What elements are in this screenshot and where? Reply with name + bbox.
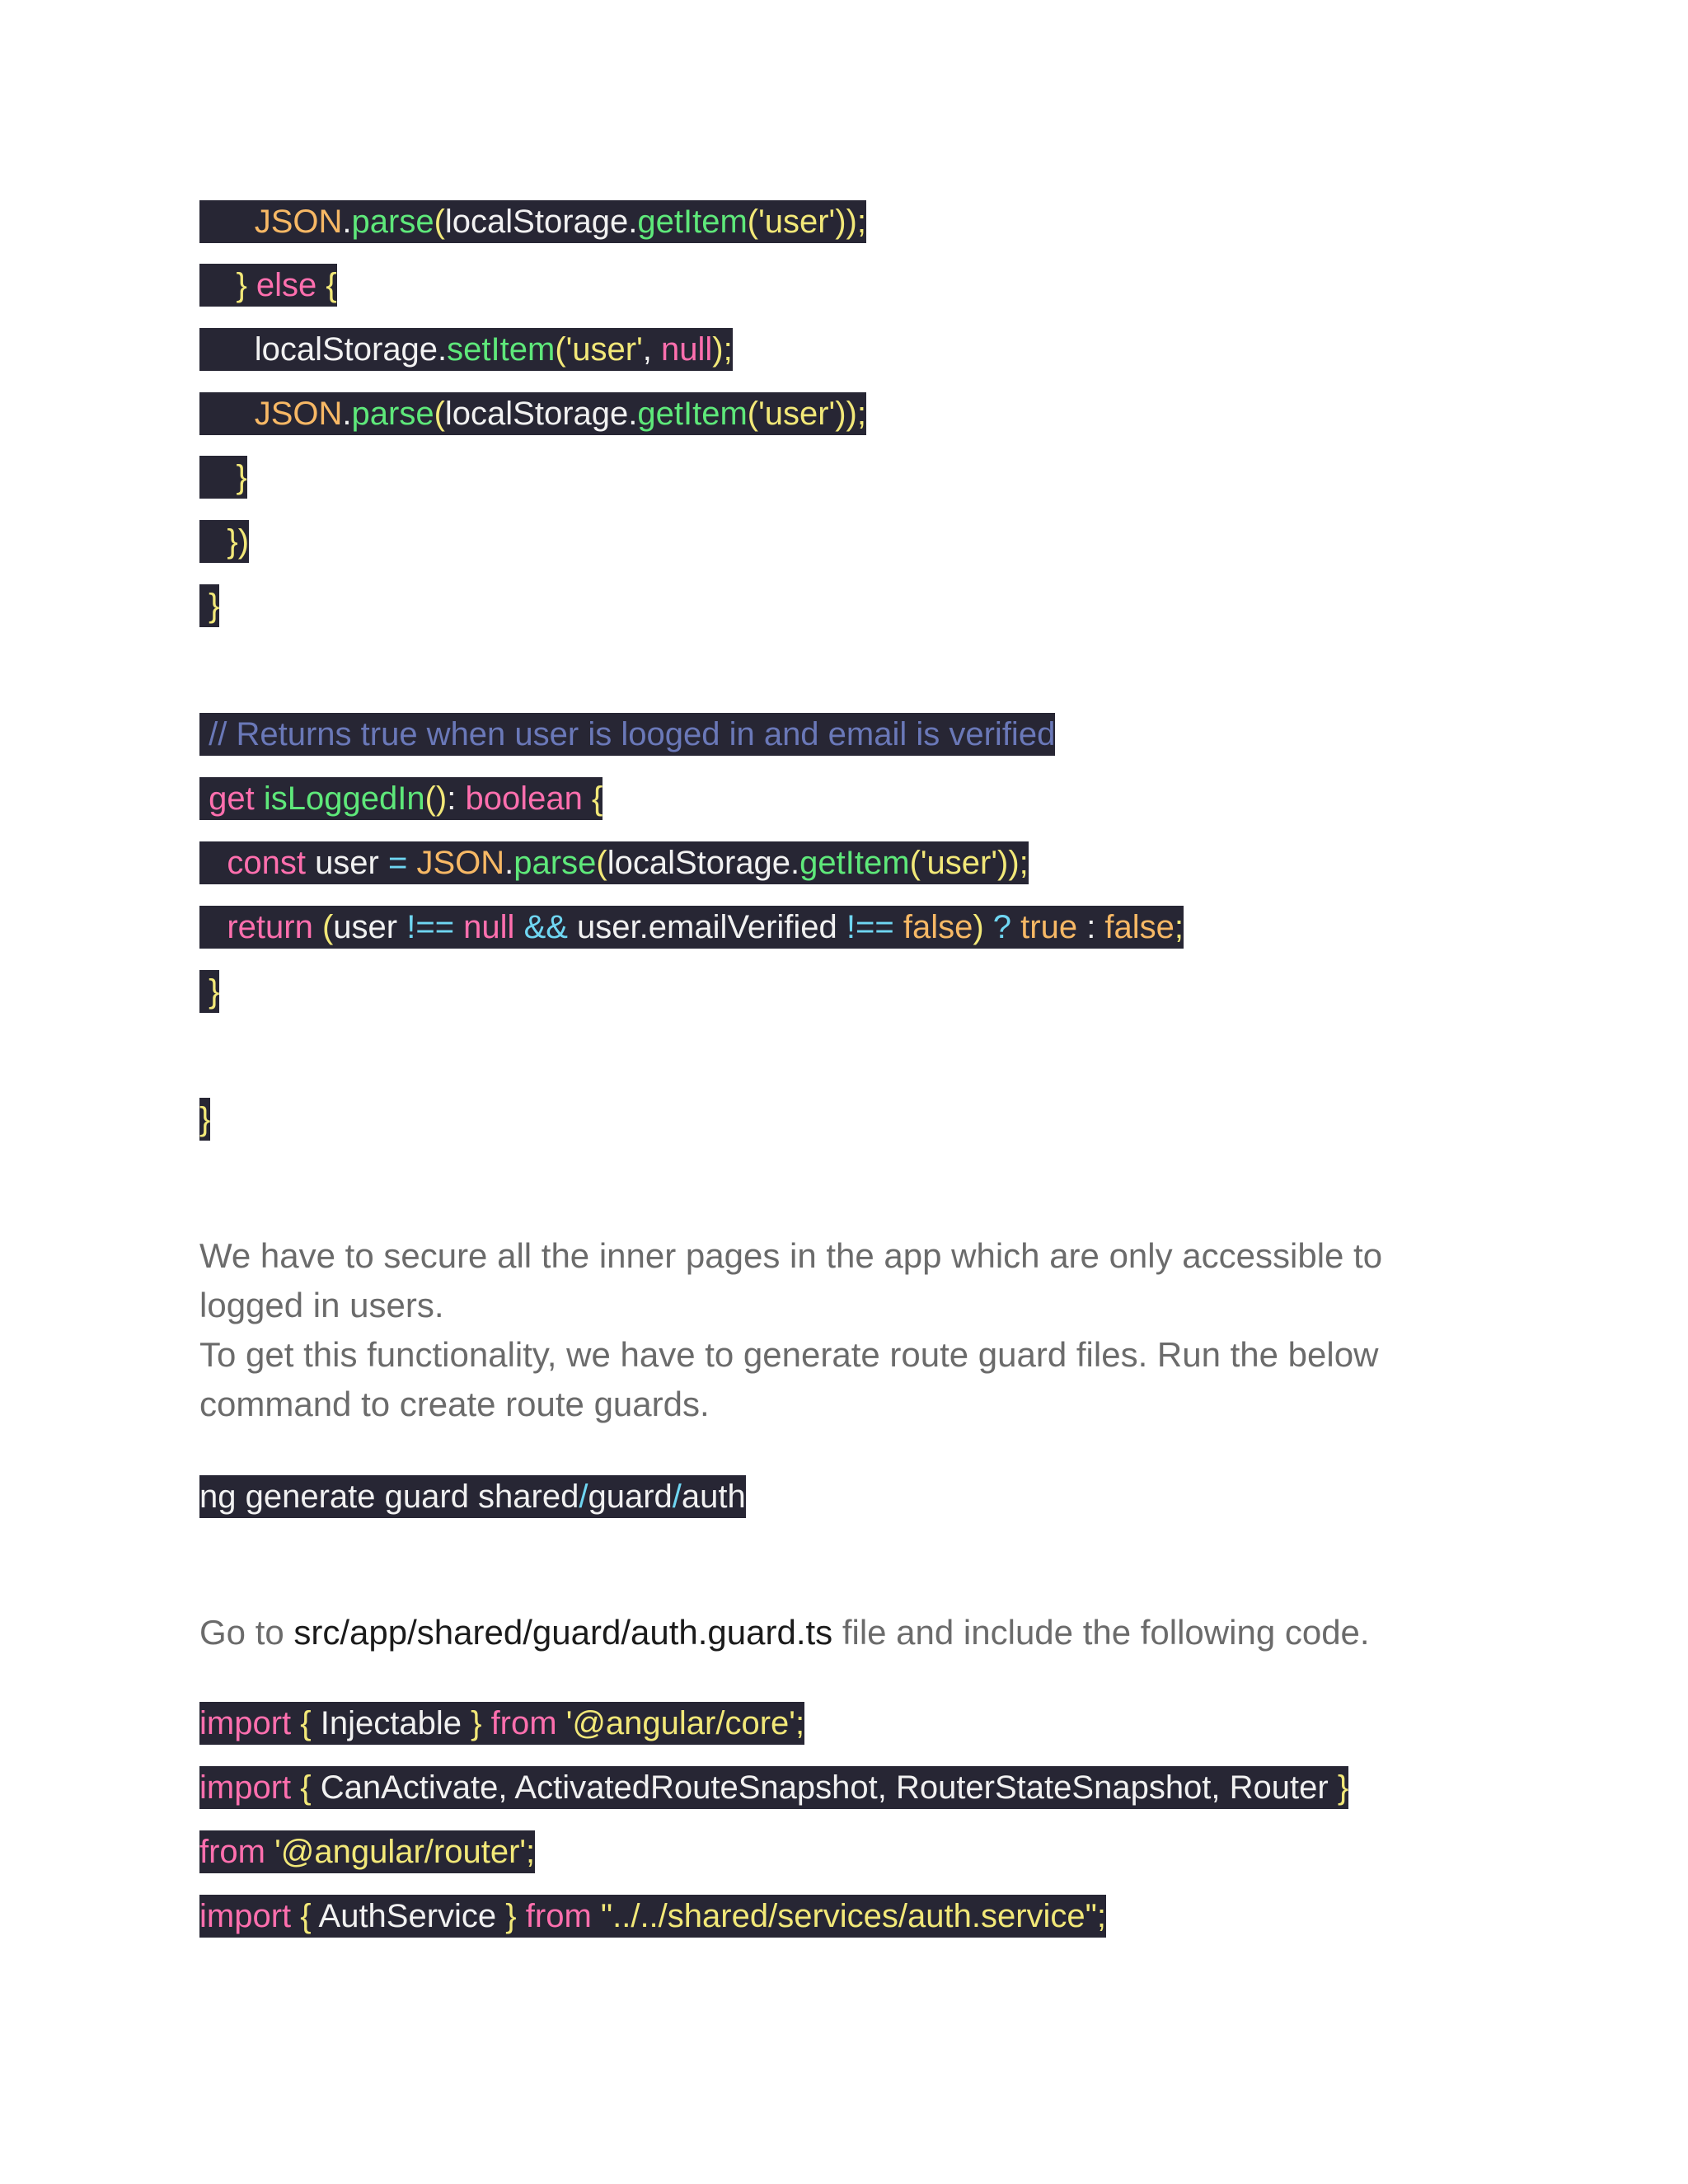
code-token: } <box>236 267 247 303</box>
code-token: else <box>246 267 326 303</box>
paragraph-goto <box>199 1608 1502 1657</box>
code-line <box>199 584 219 627</box>
code-indent <box>199 973 209 1010</box>
code-indent <box>199 909 227 945</box>
code-token: isLoggedIn <box>263 780 425 817</box>
paragraph-line: To get this functionality, we have to generate route guard files. Run the below <box>199 1335 1379 1374</box>
code-token: from <box>525 1898 601 1934</box>
code-token: null <box>660 331 713 368</box>
code-token: } <box>236 459 247 495</box>
code-token: : <box>1086 909 1105 945</box>
code-indent <box>199 396 255 432</box>
code-token: '@angular/core' <box>565 1705 795 1741</box>
code-token: { <box>591 780 603 817</box>
code-token: ) <box>973 909 993 945</box>
code-indent <box>199 331 255 368</box>
code-token: } <box>199 1101 211 1137</box>
code-line <box>199 777 603 820</box>
code-token: ( <box>596 845 607 881</box>
code-token: / <box>579 1479 588 1515</box>
code-token: "../../shared/services/auth.service" <box>600 1898 1097 1934</box>
code-line <box>199 456 247 499</box>
code-line <box>199 1895 1106 1938</box>
code-token: const <box>227 845 316 881</box>
code-token: } <box>1337 1769 1349 1806</box>
code-token: '@angular/router' <box>274 1834 527 1870</box>
code-token: get <box>209 780 264 817</box>
code-token: )); <box>835 396 866 432</box>
code-token: { <box>326 267 337 303</box>
code-line <box>199 970 219 1013</box>
code-token: JSON <box>416 845 505 881</box>
command-block <box>199 1475 746 1518</box>
code-token: import <box>199 1769 301 1806</box>
code-token: } <box>471 1705 491 1741</box>
code-token: from <box>490 1705 566 1741</box>
code-token: } <box>209 588 220 624</box>
code-token: { <box>300 1769 321 1806</box>
code-token: && <box>523 909 578 945</box>
code-token: = <box>388 845 417 881</box>
code-token: getItem <box>799 845 910 881</box>
code-token: )); <box>835 204 866 240</box>
paragraph-line: We have to secure all the inner pages in the app which are only accessible to <box>199 1236 1383 1275</box>
code-line <box>199 392 866 435</box>
code-token: true <box>1020 909 1087 945</box>
code-indent <box>199 459 236 495</box>
code-token: setItem <box>447 331 556 368</box>
code-token: boolean <box>465 780 592 817</box>
code-line <box>199 1830 535 1873</box>
code-token: 'user' <box>758 204 836 240</box>
code-line <box>199 906 1184 949</box>
paragraph-line: logged in users. <box>199 1286 444 1324</box>
code-token: ; <box>795 1705 805 1741</box>
code-token: user <box>315 845 388 881</box>
code-token: return <box>227 909 322 945</box>
code-token: () <box>424 780 448 817</box>
code-token: parse <box>351 396 434 432</box>
code-token: . <box>504 845 514 881</box>
code-indent <box>199 204 255 240</box>
code-token: ( <box>747 204 759 240</box>
code-token: { <box>300 1898 319 1934</box>
code-token: !== <box>406 909 464 945</box>
paragraph-suffix: file and include the following code. <box>832 1613 1370 1652</box>
code-indent <box>199 267 236 303</box>
code-token: ( <box>909 845 921 881</box>
code-token: ( <box>434 204 445 240</box>
code-line <box>199 1702 804 1745</box>
code-token: JSON <box>254 204 343 240</box>
code-token: Injectable <box>320 1705 471 1741</box>
code-token: JSON <box>254 396 343 432</box>
file-path: src/app/shared/guard/auth.guard.ts <box>293 1613 833 1652</box>
code-line <box>199 328 733 371</box>
code-token: localStorage. <box>607 845 800 881</box>
code-token: from <box>199 1834 275 1870</box>
code-indent <box>199 845 227 881</box>
code-token: ng generate guard shared <box>199 1479 579 1515</box>
code-token: 'user' <box>920 845 997 881</box>
code-token: user.emailVerified <box>577 909 846 945</box>
code-token: parse <box>351 204 434 240</box>
paragraph-intro <box>199 1231 1502 1429</box>
code-token: // Returns true when user is looged in and email is verified <box>209 716 1056 752</box>
code-indent <box>199 716 209 752</box>
code-line <box>199 264 337 307</box>
paragraph-line: command to create route guards. <box>199 1385 710 1423</box>
code-token: { <box>300 1705 321 1741</box>
code-token: auth <box>681 1479 746 1515</box>
code-token: ? <box>992 909 1021 945</box>
code-line <box>199 1766 1348 1809</box>
code-token: . <box>342 396 352 432</box>
code-token: import <box>199 1898 301 1934</box>
code-token: import <box>199 1705 301 1741</box>
code-token: ; <box>526 1834 536 1870</box>
code-token: , <box>642 331 661 368</box>
code-token: ( <box>321 909 334 945</box>
code-token: user <box>333 909 407 945</box>
code-line <box>199 520 249 563</box>
code-token: 'user' <box>758 396 836 432</box>
code-indent <box>199 780 209 817</box>
code-token: . <box>342 204 352 240</box>
code-token: ; <box>1174 909 1184 945</box>
code-token: parse <box>513 845 597 881</box>
code-token: guard <box>588 1479 673 1515</box>
code-token: ( <box>434 396 445 432</box>
code-token: getItem <box>637 204 748 240</box>
code-line <box>199 200 866 243</box>
code-token: false <box>903 909 973 945</box>
code-token: / <box>672 1479 682 1515</box>
code-token: } <box>505 1898 526 1934</box>
code-line <box>199 1098 210 1141</box>
code-token: } <box>209 973 220 1010</box>
code-token: localStorage. <box>254 331 448 368</box>
code-indent <box>199 588 209 624</box>
code-token: ( <box>747 396 759 432</box>
code-token: ); <box>712 331 733 368</box>
code-comment-line <box>199 713 1055 756</box>
code-line <box>199 841 1029 884</box>
paragraph-line <box>199 1608 1502 1657</box>
code-token: )); <box>997 845 1029 881</box>
code-token: localStorage. <box>444 204 638 240</box>
code-token: null <box>463 909 524 945</box>
code-token: CanActivate, ActivatedRouteSnapshot, RouterStateSnapshot, Router <box>320 1769 1338 1806</box>
paragraph-prefix: Go to <box>199 1613 294 1652</box>
code-token: : <box>447 780 466 817</box>
code-token: AuthService <box>318 1898 506 1934</box>
code-indent <box>199 523 227 560</box>
code-token: ( <box>555 331 566 368</box>
code-token: }) <box>227 523 250 560</box>
code-token: ; <box>1096 1898 1107 1934</box>
code-token: getItem <box>637 396 748 432</box>
code-token: localStorage. <box>444 396 638 432</box>
code-token: 'user' <box>565 331 643 368</box>
code-token: !== <box>846 909 903 945</box>
code-token: false <box>1104 909 1175 945</box>
